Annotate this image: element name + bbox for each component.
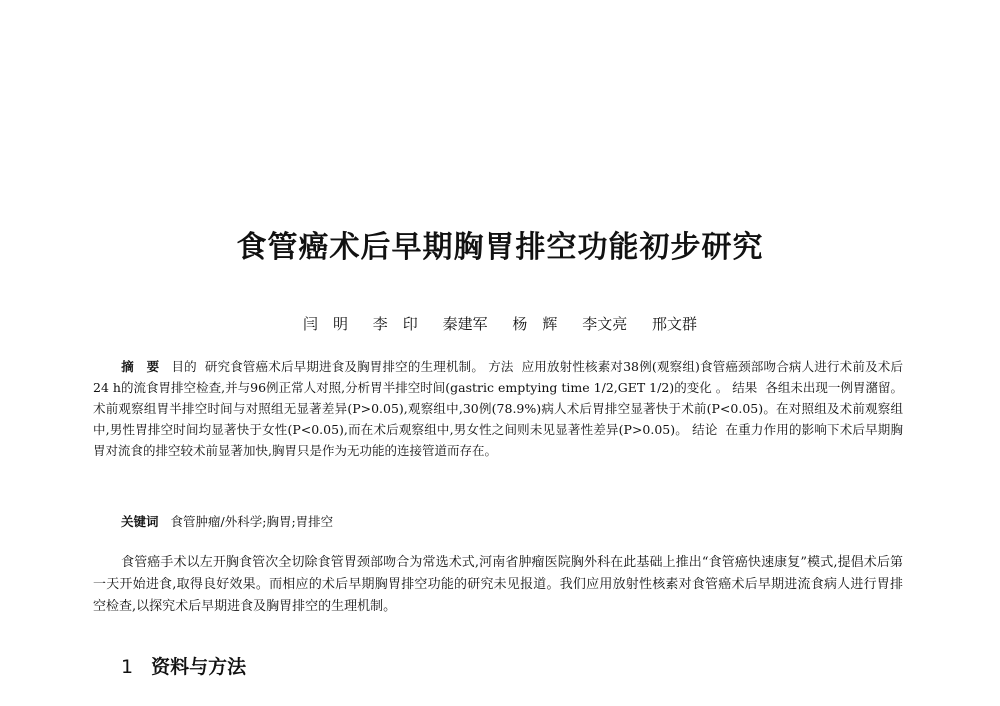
objective-label: 目的 bbox=[171, 359, 197, 374]
methods-text: 应用放射性核素对38例(观察组)食管癌颈部吻合病人进行术前及术后24 h的流食胃排空检查,并与96例正常人对照,分析胃半排空时间(gastric emptying time 1/2,GET 1/2)的变化 。 bbox=[93, 359, 903, 395]
objective-text: 研究食管癌术后早期进食及胸胃排空的生理机制。 bbox=[204, 359, 485, 374]
section-heading bbox=[121, 652, 246, 679]
conclusion-text: 在重力作用的影响下术后早期胸胃对流食的排空较术前显著加快,胸胃只是作为无功能的连接管道而存在。 bbox=[93, 422, 903, 458]
abstract bbox=[93, 356, 903, 461]
results-text: 各组未出现一例胃潴留。术前观察组胃半排空时间与对照组无显著差异(P>0.05),观察组中,30例(78.9%)病人术后胃排空显著快于术前(P<0.05)。在对照组及术前观察组中,男性胃排空时间均显著快于女性(P<0.05),而在术后观察组中,男女性之间则未见显著性差异(P>0.05)。 bbox=[93, 380, 903, 437]
section-number: 1 bbox=[121, 656, 134, 678]
section-title: 资料与方法 bbox=[151, 656, 247, 678]
keywords-label: 关键词 bbox=[121, 514, 159, 529]
results-label: 结果 bbox=[732, 380, 758, 395]
paper-title: 食管癌术后早期胸胃排空功能初步研究 bbox=[236, 230, 764, 265]
author-name: 秦建军 bbox=[442, 315, 488, 333]
keywords bbox=[121, 512, 901, 530]
author-name: 闫 明 bbox=[303, 315, 349, 333]
conclusion-label: 结论 bbox=[692, 422, 718, 437]
author-name: 李 印 bbox=[372, 315, 418, 333]
intro-paragraph bbox=[93, 552, 903, 618]
keywords-text: 食管肿瘤/外科学;胸胃;胃排空 bbox=[170, 514, 334, 529]
author-name: 邢文群 bbox=[651, 315, 697, 333]
abstract-label: 摘 要 bbox=[121, 359, 160, 374]
methods-label: 方法 bbox=[488, 359, 514, 374]
author-name: 杨 辉 bbox=[512, 315, 558, 333]
author-list bbox=[0, 313, 1000, 334]
intro-text: 食管癌手术以左开胸食管次全切除食管胃颈部吻合为常选术式,河南省肿瘤医院胸外科在此基础上推出“食管癌快速康复”模式,提倡术后第一天开始进食,取得良好效果。而相应的术后早期胸胃排空功能的研究未见报道。我们应用放射性核素对食管癌术后早期进流食病人进行胃排空检查,以探究术后早期进食及胸胃排空的生理机制。 bbox=[93, 555, 903, 614]
author-name: 李文亮 bbox=[582, 315, 628, 333]
